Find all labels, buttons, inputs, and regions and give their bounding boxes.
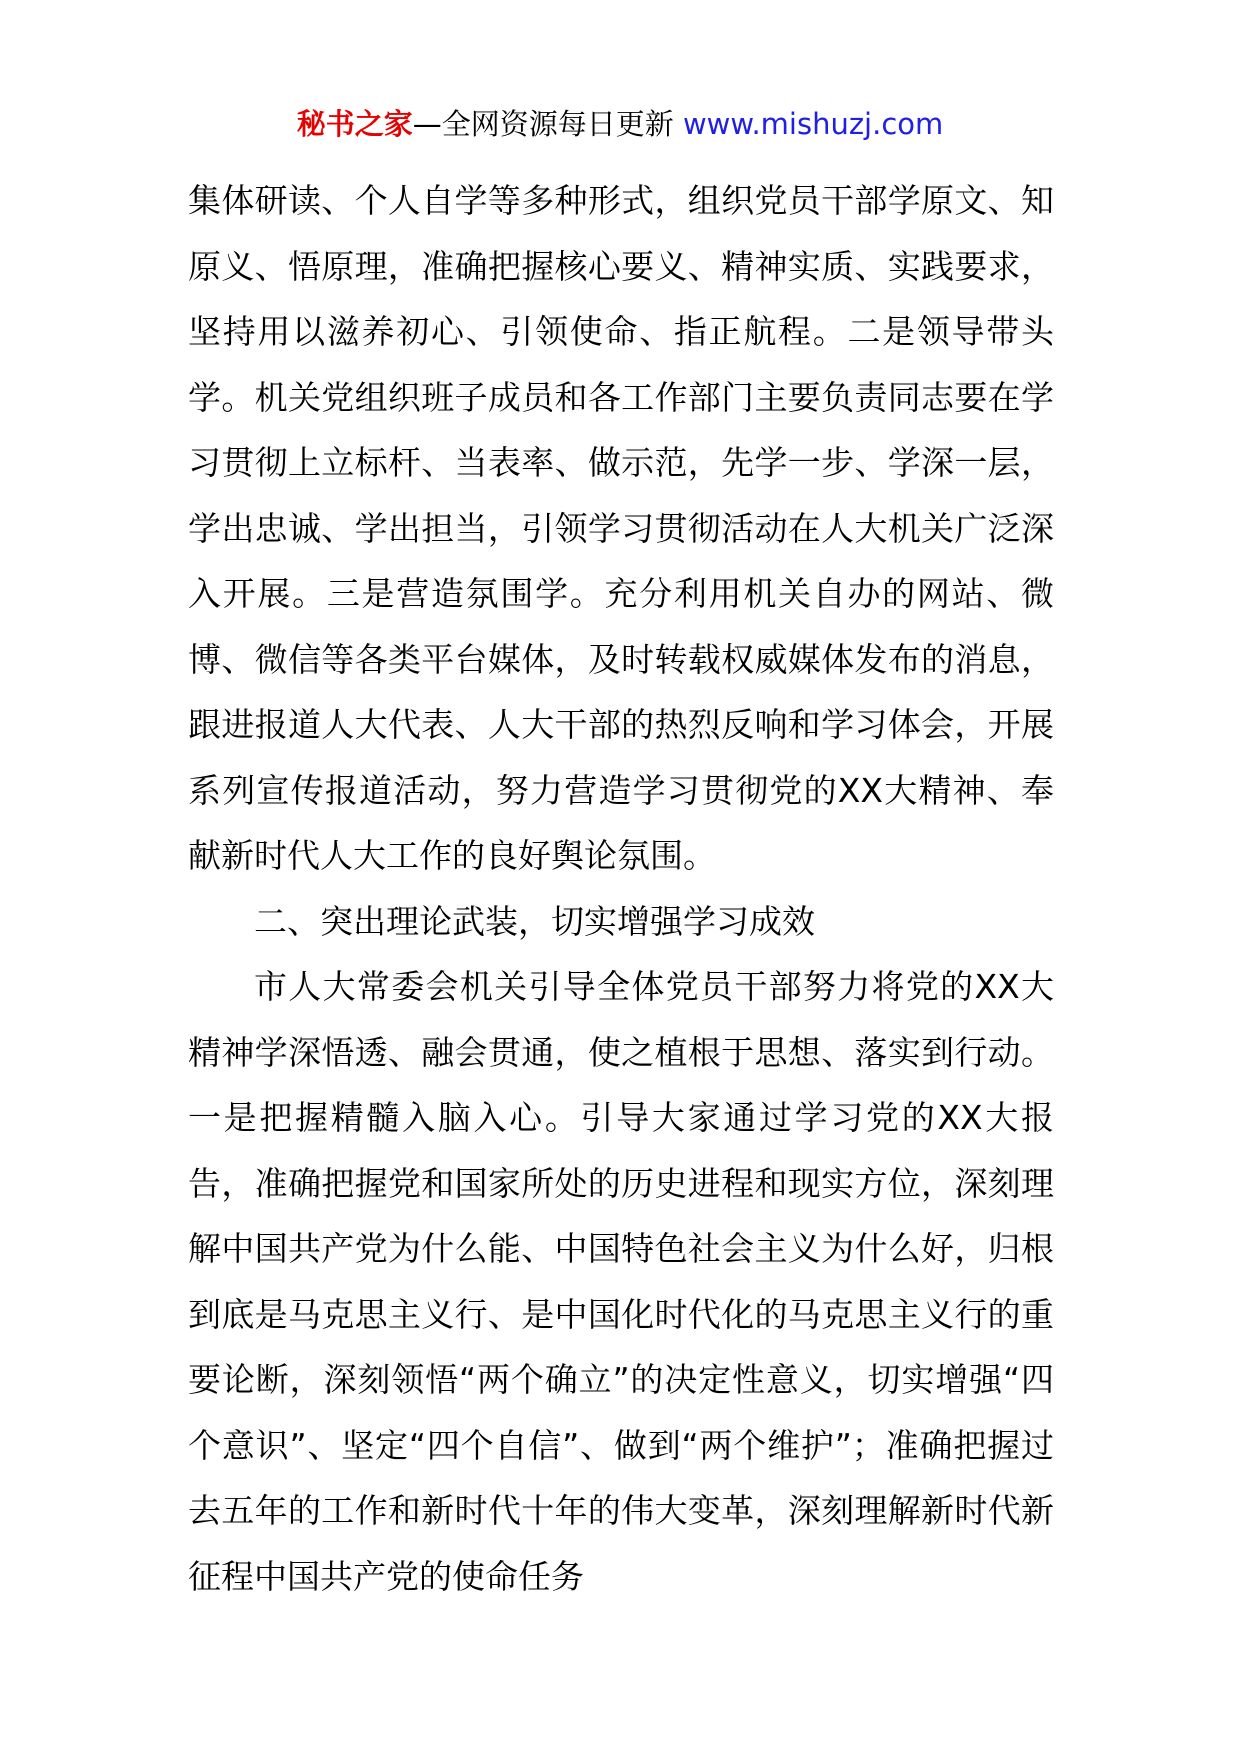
site-url-link[interactable]: www.mishuzj.com <box>682 107 944 141</box>
site-header <box>0 102 1240 146</box>
document-body <box>188 168 1054 1609</box>
section-heading: 二、突出理论武装，切实增强学习成效 <box>254 901 815 941</box>
body-paragraph: 市人大常委会机关引导全体党员干部努力将党的XX大精神学深悟透、融会贯通，使之植根于思想、落实到行动。一是把握精髓入脑入心。引导大家通过学习党的XX大报告，准确把握党和国家所处的历史进程和现实方位，深刻理解中国共产党为什么能、中国特色社会主义为什么好，归根到底是马克思主义行、是中国化时代化的马克思主义行的重要论断，深刻领悟“两个确立”的决定性意义，切实增强“四个意识”、坚定“四个自信”、做到“两个维护”；准确把握过去五年的工作和新时代十年的伟大变革，深刻理解新时代新征程中国共产党的使命任务 <box>188 967 1054 1596</box>
body-paragraph: 集体研读、个人自学等多种形式，组织党员干部学原文、知原义、悟原理，准确把握核心要义、精神实质、实践要求，坚持用以滋养初心、引领使命、指正航程。二是领导带头学。机关党组织班子成员和各工作部门主要负责同志要在学习贯彻上立标杆、当表率、做示范，先学一步、学深一层，学出忠诚、学出担当，引领学习贯彻活动在人大机关广泛深入开展。三是营造氛围学。充分利用机关自办的网站、微博、微信等各类平台媒体，及时转载权威媒体发布的消息，跟进报道人大代表、人大干部的热烈反响和学习体会，开展系列宣传报道活动，努力营造学习贯彻党的XX大精神、奉献新时代人大工作的良好舆论氛围。 <box>188 181 1054 875</box>
brand-name: 秘书之家 <box>296 107 413 141</box>
header-slogan: —全网资源每日更新 <box>412 107 674 141</box>
